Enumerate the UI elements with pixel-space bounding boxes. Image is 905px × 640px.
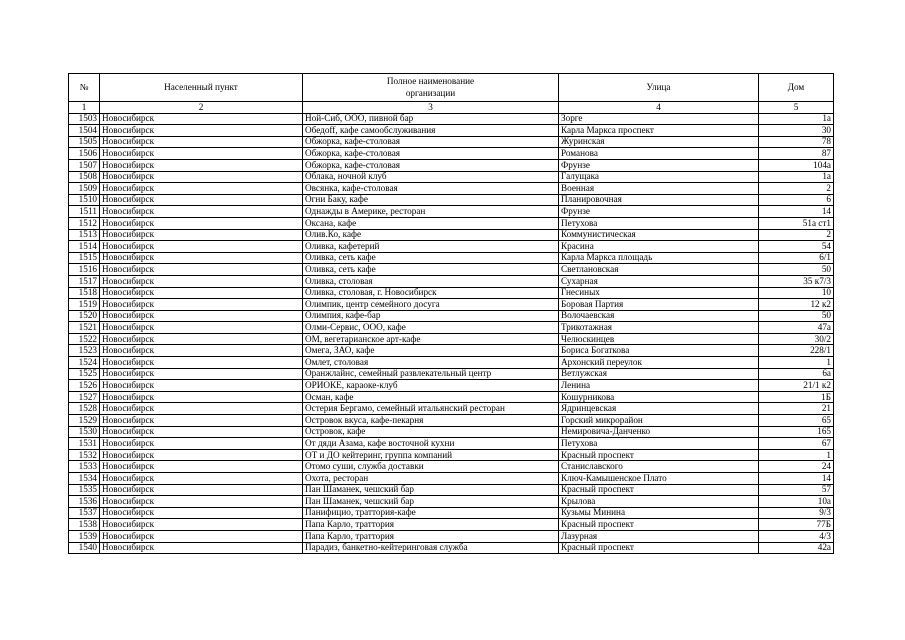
organization-cell: Парадиз, банкетно-кейтеринговая служба (303, 542, 559, 554)
house-cell: 30 (759, 125, 834, 137)
house-cell: 51а ст1 (759, 217, 834, 229)
header-organization (303, 74, 559, 102)
row-number: 1538 (69, 519, 100, 531)
organization-cell: Оранжлайнс, семейный развлекательный центр (303, 368, 559, 380)
organization-cell: Омлет, столовая (303, 357, 559, 369)
table-row (69, 194, 834, 206)
house-cell: 21 (759, 403, 834, 415)
header-number: № (69, 74, 100, 102)
organization-cell: Папа Карло, траттория (303, 530, 559, 542)
organization-cell: Отомо суши, служба доставки (303, 461, 559, 473)
city-cell: Новосибирск (100, 426, 303, 438)
city-cell: Новосибирск (100, 519, 303, 531)
table-row (69, 148, 834, 160)
column-number: 2 (100, 102, 303, 114)
city-cell: Новосибирск (100, 299, 303, 311)
street-cell: Красный проспект (559, 542, 759, 554)
city-cell: Новосибирск (100, 136, 303, 148)
street-cell: Красина (559, 241, 759, 253)
street-cell: Зорге (559, 113, 759, 125)
row-number: 1510 (69, 194, 100, 206)
table-row (69, 287, 834, 299)
street-cell: Кузьмы Минина (559, 507, 759, 519)
street-cell: Крылова (559, 496, 759, 508)
table-row (69, 206, 834, 218)
city-cell: Новосибирск (100, 507, 303, 519)
organization-cell: Оливка, кафетерий (303, 241, 559, 253)
street-cell: Бориса Богаткова (559, 345, 759, 357)
city-cell: Новосибирск (100, 217, 303, 229)
table-row (69, 264, 834, 276)
column-numbers-row (69, 102, 834, 114)
street-cell: Ветлужская (559, 368, 759, 380)
row-number: 1506 (69, 148, 100, 160)
organization-cell: Ной-Сиб, ООО, пивной бар (303, 113, 559, 125)
street-cell: Военная (559, 183, 759, 195)
row-number: 1531 (69, 438, 100, 450)
table-row (69, 171, 834, 183)
city-cell: Новосибирск (100, 206, 303, 218)
table-row (69, 252, 834, 264)
street-cell: Карла Маркса площадь (559, 252, 759, 264)
organization-cell: Осман, кафе (303, 391, 559, 403)
table-row (69, 461, 834, 473)
street-cell: Гнесиных (559, 287, 759, 299)
column-number: 3 (303, 102, 559, 114)
row-number: 1526 (69, 380, 100, 392)
city-cell: Новосибирск (100, 264, 303, 276)
city-cell: Новосибирск (100, 438, 303, 450)
city-cell: Новосибирск (100, 275, 303, 287)
table-header-row (69, 74, 834, 102)
organization-cell: От дяди Азама, кафе восточной кухни (303, 438, 559, 450)
organization-cell: Олимпия, кафе-бар (303, 310, 559, 322)
city-cell: Новосибирск (100, 473, 303, 485)
document-page (68, 73, 834, 554)
street-cell: Красный проспект (559, 449, 759, 461)
table-row (69, 310, 834, 322)
table-row (69, 113, 834, 125)
column-number: 1 (69, 102, 100, 114)
house-cell: 1 (759, 357, 834, 369)
house-cell: 165 (759, 426, 834, 438)
table-row (69, 415, 834, 427)
house-cell: 47а (759, 322, 834, 334)
street-cell: Ключ-Камышенское Плато (559, 473, 759, 485)
table-row (69, 380, 834, 392)
house-cell: 1 (759, 449, 834, 461)
organization-cell: Огни Баку, кафе (303, 194, 559, 206)
street-cell: Ядринцевская (559, 403, 759, 415)
house-cell: 12 к2 (759, 299, 834, 311)
row-number: 1523 (69, 345, 100, 357)
row-number: 1518 (69, 287, 100, 299)
table-row (69, 426, 834, 438)
row-number: 1517 (69, 275, 100, 287)
street-cell: Романова (559, 148, 759, 160)
header-street: Улица (559, 74, 759, 102)
table-row (69, 345, 834, 357)
table-row (69, 322, 834, 334)
table-row (69, 217, 834, 229)
city-cell: Новосибирск (100, 287, 303, 299)
organization-cell: Оливка, столовая (303, 275, 559, 287)
organization-cell: Оксана, кафе (303, 217, 559, 229)
street-cell: Карла Маркса проспект (559, 125, 759, 137)
table-row (69, 275, 834, 287)
row-number: 1535 (69, 484, 100, 496)
city-cell: Новосибирск (100, 368, 303, 380)
house-cell: 6/1 (759, 252, 834, 264)
city-cell: Новосибирск (100, 449, 303, 461)
street-cell: Фрунзе (559, 206, 759, 218)
row-number: 1528 (69, 403, 100, 415)
table-row (69, 299, 834, 311)
row-number: 1516 (69, 264, 100, 276)
header-city: Населенный пункт (100, 74, 303, 102)
row-number: 1539 (69, 530, 100, 542)
house-cell: 21/1 к2 (759, 380, 834, 392)
house-cell: 2 (759, 229, 834, 241)
table-body (69, 113, 834, 554)
street-cell: Фрунзе (559, 159, 759, 171)
city-cell: Новосибирск (100, 241, 303, 253)
city-cell: Новосибирск (100, 322, 303, 334)
row-number: 1514 (69, 241, 100, 253)
city-cell: Новосибирск (100, 159, 303, 171)
street-cell: Горский микрорайон (559, 415, 759, 427)
organization-cell: Островок, кафе (303, 426, 559, 438)
street-cell: Лазурная (559, 530, 759, 542)
row-number: 1519 (69, 299, 100, 311)
organization-cell: Облака, ночной клуб (303, 171, 559, 183)
house-cell: 228/1 (759, 345, 834, 357)
table-row (69, 368, 834, 380)
organization-cell: Пан Шаманек, чешский бар (303, 496, 559, 508)
row-number: 1520 (69, 310, 100, 322)
header-organization-line1: Полное наименование (386, 76, 475, 87)
house-cell: 50 (759, 310, 834, 322)
row-number: 1524 (69, 357, 100, 369)
house-cell: 42а (759, 542, 834, 554)
row-number: 1529 (69, 415, 100, 427)
row-number: 1508 (69, 171, 100, 183)
street-cell: Челюскинцев (559, 333, 759, 345)
street-cell: Кошурникова (559, 391, 759, 403)
street-cell: Немировича-Данченко (559, 426, 759, 438)
row-number: 1532 (69, 449, 100, 461)
city-cell: Новосибирск (100, 380, 303, 392)
house-cell: 14 (759, 206, 834, 218)
organization-cell: Омега, ЗАО, кафе (303, 345, 559, 357)
organization-cell: Оливка, сеть кафе (303, 252, 559, 264)
city-cell: Новосибирск (100, 415, 303, 427)
street-cell: Петухова (559, 217, 759, 229)
row-number: 1540 (69, 542, 100, 554)
house-cell: 35 к7/3 (759, 275, 834, 287)
row-number: 1507 (69, 159, 100, 171)
organization-cell: Папа Карло, траттория (303, 519, 559, 531)
table-row (69, 507, 834, 519)
table-row (69, 357, 834, 369)
city-cell: Новосибирск (100, 357, 303, 369)
street-cell: Петухова (559, 438, 759, 450)
house-cell: 77Б (759, 519, 834, 531)
city-cell: Новосибирск (100, 252, 303, 264)
row-number: 1537 (69, 507, 100, 519)
organization-cell: Олимпик, центр семейного досуга (303, 299, 559, 311)
house-cell: 78 (759, 136, 834, 148)
city-cell: Новосибирск (100, 484, 303, 496)
table-row (69, 449, 834, 461)
organization-cell: Охота, ресторан (303, 473, 559, 485)
column-number: 4 (559, 102, 759, 114)
street-cell: Красный проспект (559, 519, 759, 531)
city-cell: Новосибирск (100, 496, 303, 508)
city-cell: Новосибирск (100, 530, 303, 542)
row-number: 1533 (69, 461, 100, 473)
table-row (69, 159, 834, 171)
table-row (69, 496, 834, 508)
house-cell: 50 (759, 264, 834, 276)
organizations-table (68, 73, 834, 554)
house-cell: 1а (759, 113, 834, 125)
street-cell: Красный проспект (559, 484, 759, 496)
table-row (69, 241, 834, 253)
organization-cell: Обжорка, кафе-столовая (303, 148, 559, 160)
organization-cell: Олив.Ко, кафе (303, 229, 559, 241)
house-cell: 65 (759, 415, 834, 427)
header-house: Дом (759, 74, 834, 102)
organization-cell: Оливка, столовая, г. Новосибирск (303, 287, 559, 299)
organization-cell: ОТ и ДО кейтеринг, группа компаний (303, 449, 559, 461)
organization-cell: Панифицио, траттория-кафе (303, 507, 559, 519)
row-number: 1513 (69, 229, 100, 241)
street-cell: Волочаевская (559, 310, 759, 322)
table-row (69, 391, 834, 403)
house-cell: 2 (759, 183, 834, 195)
street-cell: Светлановская (559, 264, 759, 276)
house-cell: 87 (759, 148, 834, 160)
house-cell: 67 (759, 438, 834, 450)
city-cell: Новосибирск (100, 125, 303, 137)
city-cell: Новосибирск (100, 171, 303, 183)
house-cell: 24 (759, 461, 834, 473)
house-cell: 6 (759, 194, 834, 206)
row-number: 1515 (69, 252, 100, 264)
street-cell: Трикотажная (559, 322, 759, 334)
table-row (69, 125, 834, 137)
row-number: 1527 (69, 391, 100, 403)
organization-cell: Оливка, сеть кафе (303, 264, 559, 276)
street-cell: Архонский переулок (559, 357, 759, 369)
house-cell: 104а (759, 159, 834, 171)
organization-cell: Обжорка, кафе-столовая (303, 136, 559, 148)
organization-cell: Остерия Бергамо, семейный итальянский ресторан (303, 403, 559, 415)
street-cell: Ленина (559, 380, 759, 392)
table-row (69, 136, 834, 148)
house-cell: 4/3 (759, 530, 834, 542)
street-cell: Станиславского (559, 461, 759, 473)
row-number: 1504 (69, 125, 100, 137)
row-number: 1503 (69, 113, 100, 125)
row-number: 1522 (69, 333, 100, 345)
row-number: 1511 (69, 206, 100, 218)
house-cell: 54 (759, 241, 834, 253)
organization-cell: ОРИОКЕ, караоке-клуб (303, 380, 559, 392)
street-cell: Сухарная (559, 275, 759, 287)
table-row (69, 484, 834, 496)
house-cell: 6а (759, 368, 834, 380)
organization-cell: Островок вкуса, кафе-пекарня (303, 415, 559, 427)
row-number: 1525 (69, 368, 100, 380)
city-cell: Новосибирск (100, 194, 303, 206)
table-row (69, 183, 834, 195)
city-cell: Новосибирск (100, 403, 303, 415)
row-number: 1509 (69, 183, 100, 195)
table-row (69, 229, 834, 241)
house-cell: 1Б (759, 391, 834, 403)
table-row (69, 519, 834, 531)
house-cell: 57 (759, 484, 834, 496)
table-row (69, 438, 834, 450)
house-cell: 30/2 (759, 333, 834, 345)
city-cell: Новосибирск (100, 310, 303, 322)
house-cell: 10 (759, 287, 834, 299)
city-cell: Новосибирск (100, 183, 303, 195)
row-number: 1536 (69, 496, 100, 508)
city-cell: Новосибирск (100, 229, 303, 241)
row-number: 1521 (69, 322, 100, 334)
house-cell: 10а (759, 496, 834, 508)
street-cell: Коммунистическая (559, 229, 759, 241)
city-cell: Новосибирск (100, 148, 303, 160)
street-cell: Планировочная (559, 194, 759, 206)
city-cell: Новосибирск (100, 461, 303, 473)
table-row (69, 542, 834, 554)
city-cell: Новосибирск (100, 345, 303, 357)
organization-cell: ОМ, вегетарианское арт-кафе (303, 333, 559, 345)
column-number: 5 (759, 102, 834, 114)
house-cell: 14 (759, 473, 834, 485)
row-number: 1512 (69, 217, 100, 229)
city-cell: Новосибирск (100, 542, 303, 554)
organization-cell: Олми-Сервис, ООО, кафе (303, 322, 559, 334)
house-cell: 9/3 (759, 507, 834, 519)
table-row (69, 333, 834, 345)
row-number: 1534 (69, 473, 100, 485)
organization-cell: Пан Шаманек, чешский бар (303, 484, 559, 496)
table-row (69, 530, 834, 542)
table-row (69, 473, 834, 485)
row-number: 1530 (69, 426, 100, 438)
city-cell: Новосибирск (100, 333, 303, 345)
city-cell: Новосибирск (100, 113, 303, 125)
organization-cell: Обедоff, кафе самообслуживания (303, 125, 559, 137)
organization-cell: Однажды в Америке, ресторан (303, 206, 559, 218)
city-cell: Новосибирск (100, 391, 303, 403)
header-organization-line2: организации (405, 87, 456, 98)
street-cell: Журинская (559, 136, 759, 148)
house-cell: 1а (759, 171, 834, 183)
organization-cell: Овсянка, кафе-столовая (303, 183, 559, 195)
table-row (69, 403, 834, 415)
street-cell: Боровая Партия (559, 299, 759, 311)
street-cell: Галущака (559, 171, 759, 183)
row-number: 1505 (69, 136, 100, 148)
organization-cell: Обжорка, кафе-столовая (303, 159, 559, 171)
